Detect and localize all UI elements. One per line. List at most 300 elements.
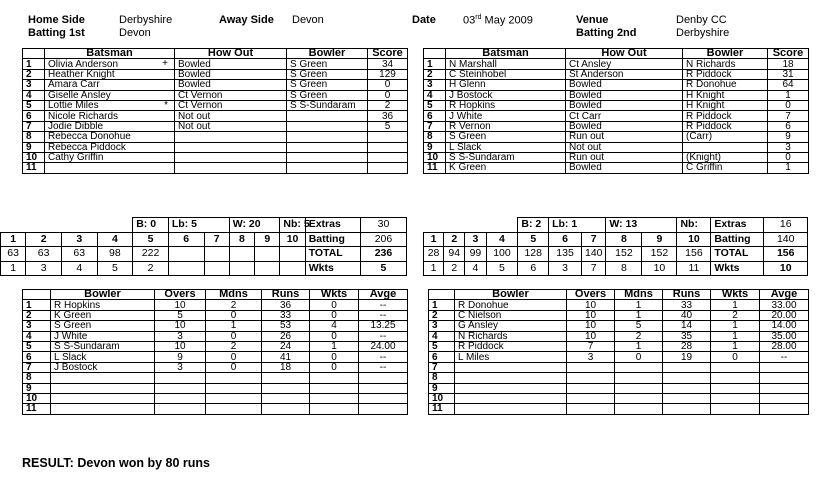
batsman-name-text: S S-Sundaram bbox=[449, 152, 515, 164]
maidens-value bbox=[615, 373, 663, 383]
batsman-name-text: Giselle Ansley bbox=[48, 89, 111, 101]
maidens-value: 1 bbox=[615, 310, 663, 320]
fow-score: 152 bbox=[642, 247, 677, 262]
average-value bbox=[760, 383, 809, 393]
overs-value bbox=[567, 383, 615, 393]
how-out: Bowled bbox=[566, 90, 683, 100]
batting-row bbox=[424, 80, 809, 90]
col-score: Score bbox=[368, 49, 408, 59]
bowling-row bbox=[429, 383, 809, 393]
overs-value: 10 bbox=[567, 310, 615, 320]
fow-score: 28 bbox=[424, 247, 444, 262]
overs-value: 10 bbox=[155, 341, 206, 351]
batsman-number: 9 bbox=[23, 142, 45, 152]
col-num bbox=[23, 49, 45, 59]
bowler-number: 2 bbox=[23, 310, 51, 320]
batsman-name-text: C Steinhobel bbox=[449, 68, 507, 80]
date-value bbox=[463, 14, 533, 27]
overs-value bbox=[155, 393, 206, 403]
how-out: Bowled bbox=[175, 80, 287, 90]
bowler-name: L Slack bbox=[51, 352, 155, 362]
batting-row bbox=[23, 59, 408, 69]
score-value: 36 bbox=[368, 111, 408, 121]
bowler-number: 5 bbox=[429, 341, 455, 351]
bowler-name bbox=[51, 404, 155, 414]
runs-value: 28 bbox=[663, 341, 711, 351]
fow-wicket-number: 3 bbox=[465, 232, 486, 247]
fow-score bbox=[168, 247, 204, 262]
fow-score: 140 bbox=[581, 247, 605, 262]
batsman-name bbox=[446, 59, 566, 69]
bowler-number: 9 bbox=[23, 383, 51, 393]
fow-score-row bbox=[424, 247, 808, 262]
overs-value: 10 bbox=[567, 300, 615, 310]
runs-value bbox=[663, 373, 711, 383]
fow-score: 152 bbox=[606, 247, 642, 262]
fow-batsman-row bbox=[424, 261, 808, 276]
bowling-row bbox=[429, 373, 809, 383]
maidens-value: 0 bbox=[206, 331, 262, 341]
batsman-number: 9 bbox=[424, 142, 446, 152]
score-value: 34 bbox=[368, 59, 408, 69]
runs-value: 19 bbox=[663, 352, 711, 362]
total-label: TOTAL bbox=[305, 247, 360, 262]
bowler-name: N Richards bbox=[455, 331, 567, 341]
fow-wicket-number: 7 bbox=[581, 232, 605, 247]
bowler-name bbox=[455, 373, 567, 383]
batsman-name bbox=[45, 80, 175, 90]
batsman-name-text: R Vernon bbox=[449, 120, 491, 132]
fow-batsman-out: 7 bbox=[581, 261, 605, 276]
bowling-row bbox=[23, 352, 408, 362]
bowler-number: 11 bbox=[23, 404, 51, 414]
bowling-row bbox=[429, 362, 809, 372]
batsman-name-text: Cathy Griffin bbox=[48, 152, 104, 164]
batsman-name bbox=[446, 163, 566, 173]
bowler-number: 1 bbox=[429, 300, 455, 310]
batsman-number: 2 bbox=[23, 69, 45, 79]
fow-wicket-number: 4 bbox=[97, 232, 133, 247]
batsman-name-text: R Hopkins bbox=[449, 100, 496, 112]
how-out: Ct Ansley bbox=[566, 59, 683, 69]
col-how-out: How Out bbox=[175, 49, 287, 59]
maidens-value: 0 bbox=[206, 352, 262, 362]
bowler-name: S Green bbox=[287, 69, 368, 79]
bowler-name bbox=[455, 393, 567, 403]
fow-batsman-out: 6 bbox=[518, 261, 549, 276]
batsman-name-text: Olivia Anderson bbox=[48, 58, 119, 70]
bowler-number: 8 bbox=[23, 373, 51, 383]
batsman-role-mark: * bbox=[164, 99, 168, 111]
date-label: Date bbox=[412, 14, 436, 26]
batsman-name-text: L Slack bbox=[449, 141, 482, 153]
batsman-role-mark: + bbox=[162, 58, 168, 70]
batsman-name-text: Rebecca Piddock bbox=[48, 141, 126, 153]
batting-row bbox=[23, 90, 408, 100]
batsman-name-text: Lottie Miles bbox=[48, 100, 99, 112]
wkts-value: 5 bbox=[360, 261, 406, 276]
batsman-number: 10 bbox=[424, 152, 446, 162]
batting-row bbox=[424, 69, 809, 79]
runs-value bbox=[663, 393, 711, 403]
bowler-name: N Richards bbox=[683, 59, 768, 69]
bowler-name: R Hopkins bbox=[51, 300, 155, 310]
bowling-row bbox=[23, 310, 408, 320]
bowler-number: 4 bbox=[429, 331, 455, 341]
runs-value bbox=[262, 404, 310, 414]
batsman-name bbox=[45, 142, 175, 152]
fow-batsman-out: 4 bbox=[61, 261, 97, 276]
runs-value: 41 bbox=[262, 352, 310, 362]
score-value: 1 bbox=[768, 163, 809, 173]
score-value: 18 bbox=[768, 59, 809, 69]
col-score: Score bbox=[768, 49, 809, 59]
col-overs: Overs bbox=[567, 290, 615, 300]
wickets-value: 0 bbox=[310, 310, 359, 320]
batting-label: Batting bbox=[305, 232, 360, 247]
bowling-row bbox=[23, 300, 408, 310]
how-out: St Anderson bbox=[566, 69, 683, 79]
home-side-label: Home Side bbox=[28, 14, 85, 26]
batting-row bbox=[424, 132, 809, 142]
bowler-number: 6 bbox=[429, 352, 455, 362]
score-value: 3 bbox=[768, 142, 809, 152]
score-value: 9 bbox=[768, 132, 809, 142]
bowler-name: G Ansley bbox=[455, 321, 567, 331]
batsman-name bbox=[446, 142, 566, 152]
extras-label: Extras bbox=[305, 218, 360, 233]
extras-label: Extras bbox=[711, 218, 764, 233]
overs-value: 5 bbox=[155, 310, 206, 320]
batsman-number: 8 bbox=[424, 132, 446, 142]
fow-wicket-number: 9 bbox=[642, 232, 677, 247]
score-value: 6 bbox=[768, 121, 809, 131]
batting-row bbox=[23, 163, 408, 173]
col-wkts: Wkts bbox=[310, 290, 359, 300]
home-side-value: Derbyshire bbox=[119, 14, 173, 26]
batsman-name bbox=[446, 132, 566, 142]
batsman-number: 6 bbox=[424, 111, 446, 121]
bowler-name: R Donohue bbox=[455, 300, 567, 310]
wickets-value: 4 bbox=[310, 321, 359, 331]
bowler-number: 4 bbox=[23, 331, 51, 341]
how-out: Ct Vernon bbox=[175, 100, 287, 110]
average-value bbox=[359, 393, 408, 403]
overs-value bbox=[567, 362, 615, 372]
batsman-number: 4 bbox=[23, 90, 45, 100]
runs-value bbox=[663, 383, 711, 393]
bowler-name: S Green bbox=[51, 321, 155, 331]
fow-number-row bbox=[1, 232, 407, 247]
wkts-label: Wkts bbox=[305, 261, 360, 276]
average-value bbox=[359, 373, 408, 383]
batsman-number: 1 bbox=[424, 59, 446, 69]
extras-row bbox=[1, 218, 407, 233]
average-value: -- bbox=[359, 362, 408, 372]
innings2-summary-table bbox=[423, 217, 808, 276]
col-how-out: How Out bbox=[566, 49, 683, 59]
fow-batsman-out bbox=[229, 261, 254, 276]
bowler-name: H Knight bbox=[683, 90, 768, 100]
fow-score: 222 bbox=[133, 247, 169, 262]
batsman-number: 2 bbox=[424, 69, 446, 79]
score-value: 5 bbox=[368, 121, 408, 131]
how-out: Not out bbox=[175, 121, 287, 131]
batsman-name bbox=[45, 69, 175, 79]
result-label: RESULT: bbox=[22, 456, 74, 470]
extras-wides: W: 13 bbox=[606, 218, 677, 233]
batting-row bbox=[424, 90, 809, 100]
average-value: 14.00 bbox=[760, 321, 809, 331]
score-value: 0 bbox=[368, 90, 408, 100]
maidens-value: 0 bbox=[615, 352, 663, 362]
fow-score bbox=[229, 247, 254, 262]
how-out bbox=[175, 142, 287, 152]
overs-value bbox=[155, 383, 206, 393]
wickets-value: 1 bbox=[711, 331, 760, 341]
wickets-value: 0 bbox=[310, 352, 359, 362]
innings2-bowling-table bbox=[428, 289, 809, 415]
maidens-value: 2 bbox=[206, 341, 262, 351]
batting-row bbox=[23, 142, 408, 152]
overs-value bbox=[155, 373, 206, 383]
wickets-value: 1 bbox=[711, 321, 760, 331]
maidens-value: 0 bbox=[206, 310, 262, 320]
fow-batsman-out: 8 bbox=[606, 261, 642, 276]
extras-byes: B: 2 bbox=[518, 218, 549, 233]
wkts-label: Wkts bbox=[711, 261, 764, 276]
runs-value: 36 bbox=[262, 300, 310, 310]
batting-row bbox=[424, 152, 809, 162]
wickets-value: 0 bbox=[310, 331, 359, 341]
bowling-row bbox=[429, 310, 809, 320]
bowler-name bbox=[287, 142, 368, 152]
score-value: 0 bbox=[768, 152, 809, 162]
batting-row bbox=[23, 69, 408, 79]
bowling-row bbox=[23, 331, 408, 341]
maidens-value: 2 bbox=[206, 300, 262, 310]
bowler-name bbox=[287, 111, 368, 121]
average-value bbox=[760, 404, 809, 414]
batsman-name bbox=[45, 152, 175, 162]
fow-batsman-out: 5 bbox=[486, 261, 518, 276]
bowler-number: 10 bbox=[429, 393, 455, 403]
fow-score: 135 bbox=[549, 247, 582, 262]
batsman-number: 5 bbox=[424, 100, 446, 110]
fow-batsman-out: 10 bbox=[642, 261, 677, 276]
batting-row bbox=[23, 121, 408, 131]
match-result bbox=[22, 456, 210, 470]
how-out: Bowled bbox=[566, 163, 683, 173]
fow-batsman-out bbox=[168, 261, 204, 276]
bowler-name: R Piddock bbox=[683, 69, 768, 79]
batting-row bbox=[424, 111, 809, 121]
total-value: 156 bbox=[764, 247, 808, 262]
fow-score bbox=[255, 247, 280, 262]
batsman-name-text: Rebecca Donohue bbox=[48, 131, 131, 143]
fow-batsman-out: 3 bbox=[549, 261, 582, 276]
average-value bbox=[359, 383, 408, 393]
batting-value: 206 bbox=[360, 232, 406, 247]
bowler-name bbox=[51, 383, 155, 393]
bowler-number: 2 bbox=[429, 310, 455, 320]
how-out: Run out bbox=[566, 152, 683, 162]
fow-wicket-number: 2 bbox=[444, 232, 465, 247]
fow-wicket-number: 8 bbox=[229, 232, 254, 247]
fow-score bbox=[280, 247, 305, 262]
batsman-name-text: K Green bbox=[449, 162, 487, 174]
batsman-name bbox=[45, 111, 175, 121]
bowling-row bbox=[429, 393, 809, 403]
fow-wicket-number: 7 bbox=[204, 232, 229, 247]
fow-batsman-row bbox=[1, 261, 407, 276]
col-num bbox=[429, 290, 455, 300]
col-bowler: Bowler bbox=[51, 290, 155, 300]
overs-value bbox=[155, 404, 206, 414]
fow-wicket-number: 3 bbox=[61, 232, 97, 247]
bowling-row bbox=[23, 321, 408, 331]
overs-value: 3 bbox=[155, 362, 206, 372]
innings1-summary-table bbox=[0, 217, 407, 276]
score-value: 64 bbox=[768, 80, 809, 90]
batsman-name-text: N Marshall bbox=[449, 58, 497, 70]
batting-row bbox=[424, 142, 809, 152]
batting-row bbox=[23, 132, 408, 142]
bowler-name: S Green bbox=[287, 90, 368, 100]
col-avge: Avge bbox=[359, 290, 408, 300]
col-mdns: Mdns bbox=[206, 290, 262, 300]
away-side-label: Away Side bbox=[219, 14, 274, 26]
bowler-name bbox=[455, 404, 567, 414]
bowling-row bbox=[429, 331, 809, 341]
how-out: Not out bbox=[175, 111, 287, 121]
runs-value bbox=[262, 383, 310, 393]
batsman-number: 4 bbox=[424, 90, 446, 100]
overs-value: 10 bbox=[155, 300, 206, 310]
wickets-value: 0 bbox=[310, 362, 359, 372]
maidens-value: 1 bbox=[615, 341, 663, 351]
bowler-number: 11 bbox=[429, 404, 455, 414]
fow-score: 63 bbox=[61, 247, 97, 262]
extras-blank bbox=[1, 218, 133, 233]
bowler-name: (Carr) bbox=[683, 132, 768, 142]
extras-leg-byes: Lb: 1 bbox=[549, 218, 606, 233]
col-bowler: Bowler bbox=[455, 290, 567, 300]
wickets-value bbox=[711, 383, 760, 393]
maidens-value bbox=[206, 383, 262, 393]
venue-value: Denby CC bbox=[676, 14, 727, 26]
maidens-value bbox=[615, 393, 663, 403]
extras-no-balls: Nb: 5 bbox=[280, 218, 305, 233]
wickets-value: 2 bbox=[711, 310, 760, 320]
fow-batsman-out: 2 bbox=[133, 261, 169, 276]
fow-score bbox=[204, 247, 229, 262]
fow-wicket-number: 10 bbox=[677, 232, 711, 247]
fow-batsman-out: 11 bbox=[677, 261, 711, 276]
score-value: 129 bbox=[368, 69, 408, 79]
how-out bbox=[175, 163, 287, 173]
average-value: -- bbox=[760, 352, 809, 362]
batting-row bbox=[424, 121, 809, 131]
bowler-name: (Knight) bbox=[683, 152, 768, 162]
bowling-row bbox=[23, 393, 408, 403]
maidens-value bbox=[615, 404, 663, 414]
fow-score: 99 bbox=[465, 247, 486, 262]
batting-row bbox=[23, 80, 408, 90]
fow-wicket-number: 9 bbox=[255, 232, 280, 247]
bowler-name: S S-Sundaram bbox=[287, 100, 368, 110]
bowling-row bbox=[429, 321, 809, 331]
batsman-name-text: Jodie Dibble bbox=[48, 120, 104, 132]
runs-value: 35 bbox=[663, 331, 711, 341]
table-header-row bbox=[23, 49, 408, 59]
score-value: 2 bbox=[368, 100, 408, 110]
bowling-row bbox=[429, 341, 809, 351]
bowler-number: 5 bbox=[23, 341, 51, 351]
fow-wicket-number: 4 bbox=[486, 232, 518, 247]
score-value bbox=[368, 152, 408, 162]
how-out: Bowled bbox=[566, 100, 683, 110]
runs-value: 26 bbox=[262, 331, 310, 341]
maidens-value: 0 bbox=[206, 362, 262, 372]
col-avge: Avge bbox=[760, 290, 809, 300]
bowling-row bbox=[429, 300, 809, 310]
score-value: 0 bbox=[368, 80, 408, 90]
bowler-name: J White bbox=[51, 331, 155, 341]
batsman-name-text: H Glenn bbox=[449, 79, 486, 91]
col-batsman: Batsman bbox=[45, 49, 175, 59]
bowler-number: 7 bbox=[23, 362, 51, 372]
average-value bbox=[359, 404, 408, 414]
batsman-number: 3 bbox=[23, 80, 45, 90]
date-rest: May 2009 bbox=[481, 14, 533, 27]
bowler-name bbox=[455, 362, 567, 372]
score-value: 7 bbox=[768, 111, 809, 121]
col-overs: Overs bbox=[155, 290, 206, 300]
batsman-name bbox=[446, 80, 566, 90]
bowler-number: 6 bbox=[23, 352, 51, 362]
batsman-name-text: S Green bbox=[449, 131, 487, 143]
fow-score: 63 bbox=[26, 247, 62, 262]
maidens-value bbox=[615, 383, 663, 393]
wickets-value: 1 bbox=[310, 341, 359, 351]
date-day: 03 bbox=[463, 14, 476, 27]
batsman-name bbox=[45, 100, 175, 110]
bowling-row bbox=[429, 404, 809, 414]
batsman-number: 1 bbox=[23, 59, 45, 69]
fow-batsman-out: 1 bbox=[1, 261, 26, 276]
batsman-name bbox=[45, 121, 175, 131]
batsman-number: 5 bbox=[23, 100, 45, 110]
innings2-batting-table bbox=[423, 48, 809, 174]
bowler-name: J Bostock bbox=[51, 362, 155, 372]
batting-row bbox=[23, 100, 408, 110]
extras-no-balls: Nb: bbox=[677, 218, 711, 233]
col-mdns: Mdns bbox=[615, 290, 663, 300]
maidens-value: 2 bbox=[615, 331, 663, 341]
fow-wicket-number: 6 bbox=[168, 232, 204, 247]
bowler-name: R Piddock bbox=[455, 341, 567, 351]
overs-value bbox=[567, 373, 615, 383]
maidens-value: 1 bbox=[206, 321, 262, 331]
average-value bbox=[760, 362, 809, 372]
batting-2nd-value: Derbyshire bbox=[676, 27, 730, 39]
bowler-name: R Donohue bbox=[683, 80, 768, 90]
fow-wicket-number: 10 bbox=[280, 232, 305, 247]
how-out: Run out bbox=[566, 132, 683, 142]
bowler-name bbox=[51, 373, 155, 383]
fow-batsman-out: 1 bbox=[424, 261, 444, 276]
